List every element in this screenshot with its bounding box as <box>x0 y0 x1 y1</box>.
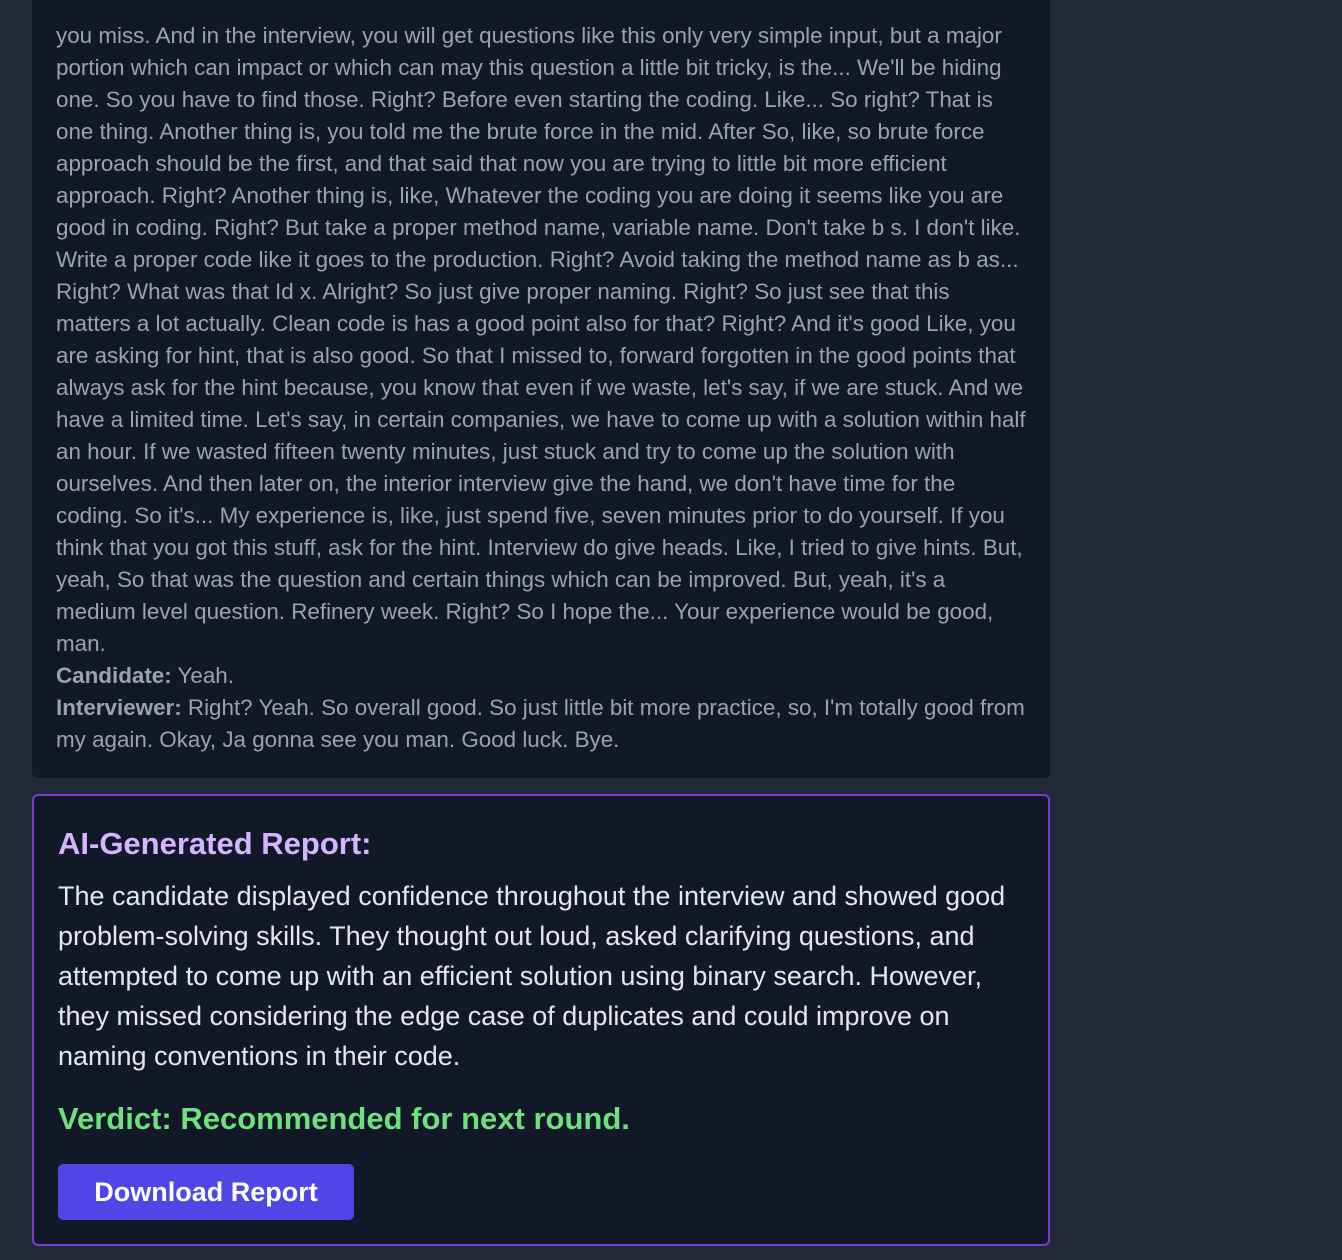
speaker-label-interviewer: Interviewer: <box>56 695 182 720</box>
report-title: AI-Generated Report: <box>58 826 372 861</box>
transcript-text-interviewer: Right? Yeah. So overall good. So just little bit more practice, so, I'm totally good from my again. Okay, Ja gonna see you man. Good luck. Bye. <box>56 695 1025 752</box>
transcript-panel <box>32 0 1050 778</box>
transcript-entry-interviewer <box>56 692 1030 756</box>
speaker-label-candidate: Candidate: <box>56 663 172 688</box>
report-summary: The candidate displayed confidence throughout the interview and showed good problem-solving skills. They thought out loud, asked clarifying questions, and attempted to come up with an efficient solution using binary search. However, they missed considering the edge case of duplicates and could improve on naming conventions in their code. <box>58 881 1006 1071</box>
transcript-body <box>56 20 1030 756</box>
download-report-button[interactable]: Download Report <box>58 1164 354 1220</box>
verdict-text: Verdict: Recommended for next round. <box>58 1101 630 1136</box>
transcript-text-candidate: Yeah. <box>171 663 234 688</box>
ai-report-panel <box>32 794 1050 1246</box>
transcript-paragraph: you miss. And in the interview, you will get questions like this only very simple input, but a major portion which can impact or which can may this question a little bit tricky, is the... We'll be hiding one. So you have to find those. Right? Before even starting the coding. Like... So right? That is one thing. Another thing is, you told me the brute force in the mid. After So, like, so brute force approach should be the first, and that said that now you are trying to little bit more efficient approach. Right? Another thing is, like, Whatever the coding you are doing it seems like you are good in coding. Right? But take a proper method name, variable name. Don't take b s. I don't like. Write a proper code like it goes to the production. Right? Avoid taking the method name as b as... Right? What was that Id x. Alright? So just give proper naming. Right? So just see that this matters a lot actually. Clean code is has a good point also for that? Right? And it's good Like, you are asking for hint, that is also good. So that I missed to, forward forgotten in the good points that always ask for the hint because, you know that even if we waste, let's say, if we are stuck. And we have a limited time. Let's say, in certain companies, we have to come up with a solution within half an hour. If we wasted fifteen twenty minutes, just stuck and try to come up the solution with ourselves. And then later on, the interior interview give the hand, we don't have time for the coding. So it's... My experience is, like, just spend five, seven minutes prior to do yourself. If you think that you got this stuff, ask for the hint. Interview do give heads. Like, I tried to give hints. But, yeah, So that was the question and certain things which can be improved. But, yeah, it's a medium level question. Refinery week. Right? So I hope the... Your experience would be good, man. <box>56 23 1026 656</box>
transcript-entry-candidate <box>56 660 1030 692</box>
